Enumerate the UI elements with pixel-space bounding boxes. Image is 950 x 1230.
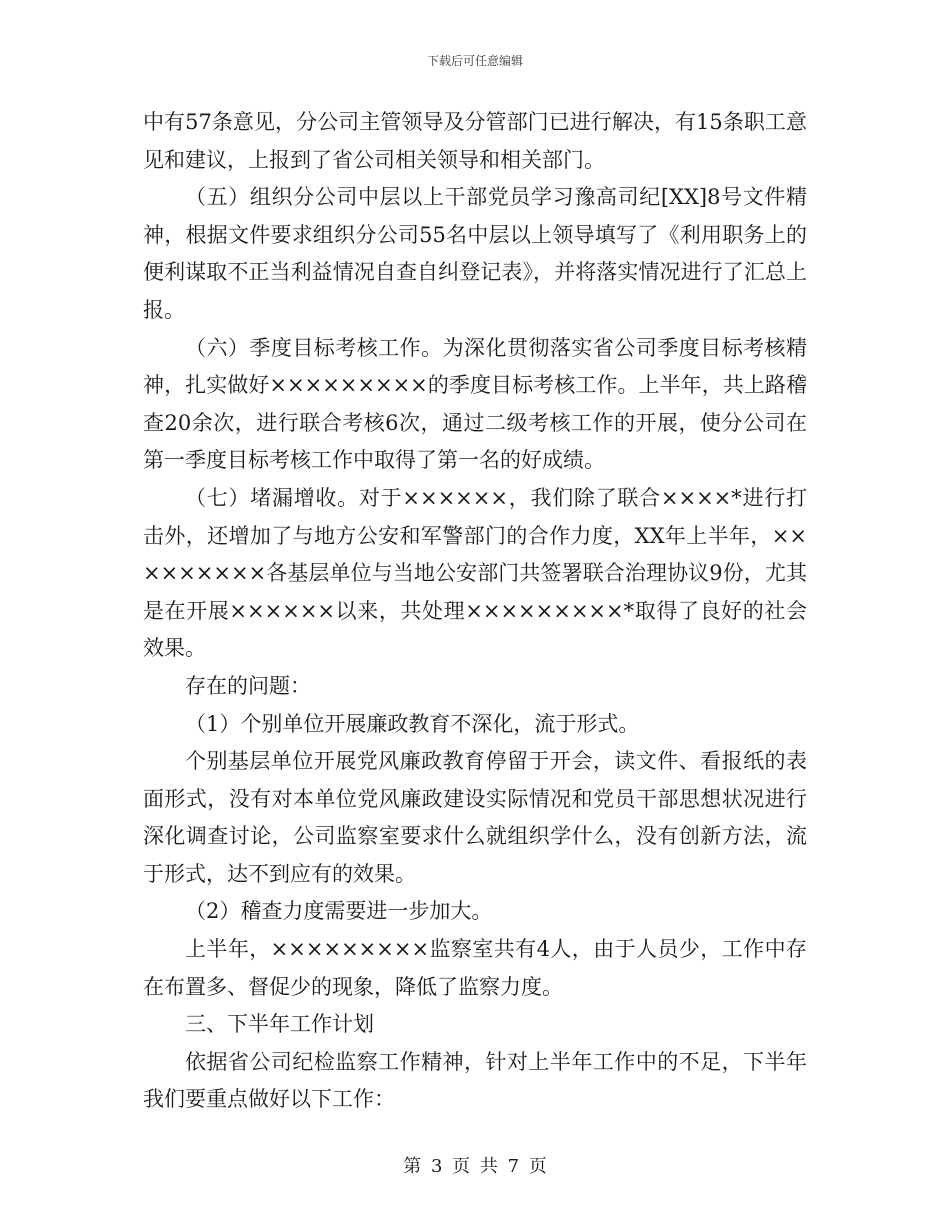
- document-body: [143, 104, 807, 1119]
- paragraph-item-7: （七）堵漏增收。对于××××××，我们除了联合××××*进行打击外，还增加了与地方公安和军警部门的合作力度，XX年上半年，×××××××××各基层单位与当地公安部门共签署联合治理协议9份，尤其是在开展××××××以来，共处理×××××××××*取得了良好的社会效果。: [143, 485, 807, 661]
- problem-heading-2: （2）稽查力度需要进一步加大。: [185, 899, 493, 924]
- page-number: 第 3 页 共 7 页: [403, 1156, 547, 1177]
- problem-detail-1: 个别基层单位开展党风廉政教育停留于开会，读文件、看报纸的表面形式，没有对本单位党风廉政建设实际情况和党员干部思想状况进行深化调查讨论，公司监察室要求什么就组织学什么，没有创新方法，流于形式，达不到应有的效果。: [143, 749, 807, 886]
- paragraph-item-5: （五）组织分公司中层以上干部党员学习豫高司纪[XX]8号文件精神，根据文件要求组织分公司55名中层以上领导填写了《利用职务上的便利谋取不正当利益情况自查自纠登记表》，并将落实情况进行了汇总上报。: [143, 185, 807, 322]
- problem-heading-1: （1）个别单位开展廉政教育不深化，流于形式。: [185, 711, 640, 736]
- plan-intro: 依据省公司纪检监察工作精神，针对上半年工作中的不足，下半年我们要重点做好以下工作：: [143, 1049, 807, 1112]
- problem-detail-2: 上半年，×××××××××监察室共有4人，由于人员少，工作中存在布置多、督促少的现象，降低了监察力度。: [143, 937, 807, 999]
- paragraph-item-6: （六）季度目标考核工作。为深化贯彻落实省公司季度目标考核精神，扎实做好×××××××××的季度目标考核工作。上半年，共上路稽查20余次，进行联合考核6次，通过二级考核工作的开展，使分公司在第一季度目标考核工作中取得了第一名的好成绩。: [143, 335, 807, 473]
- section-heading-plan: 三、下半年工作计划: [185, 1012, 374, 1037]
- page-header: 下载后可任意编辑: [426, 54, 523, 68]
- section-heading-problems: 存在的问题：: [185, 673, 311, 698]
- paragraph-continuation: 中有57条意见，分公司主管领导及分管部门已进行解决，有15条职工意见和建议，上报到了省公司相关领导和相关部门。: [143, 110, 807, 172]
